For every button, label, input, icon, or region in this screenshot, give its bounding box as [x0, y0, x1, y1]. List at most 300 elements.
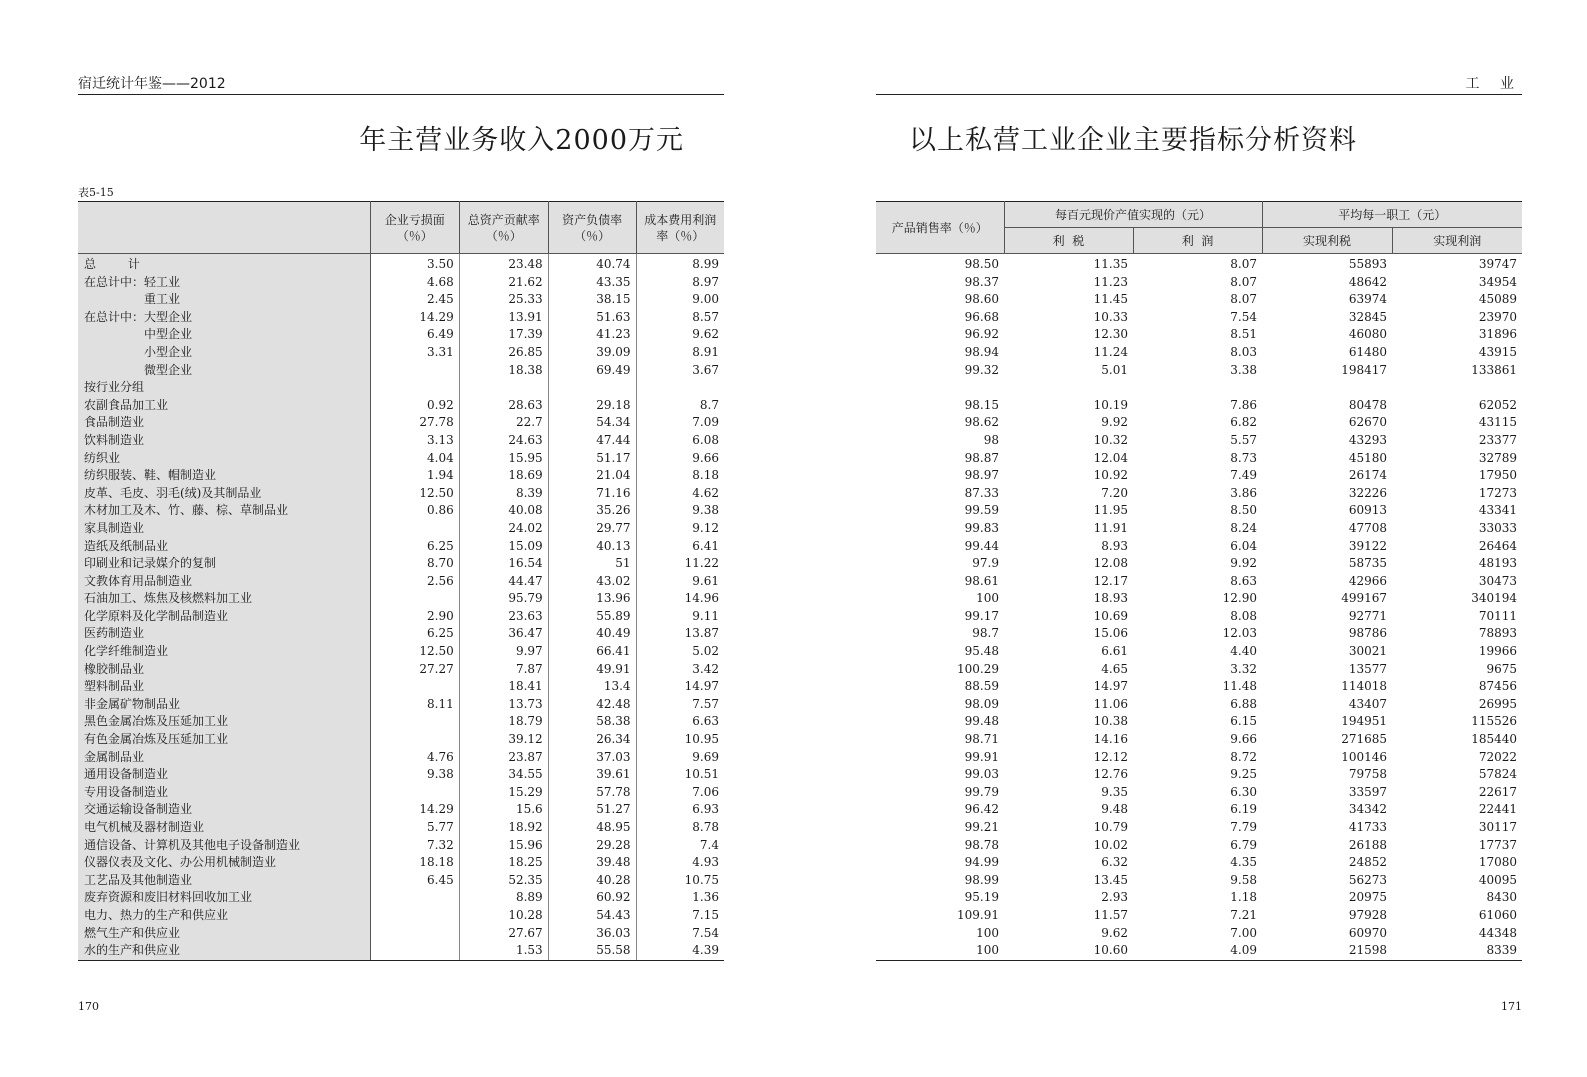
cell-value: 8430	[1486, 890, 1518, 905]
table-row	[876, 854, 1522, 872]
cell-value: 3.32	[1230, 661, 1258, 676]
table-row	[876, 291, 1522, 309]
table-row	[78, 590, 724, 608]
cell-value: 4.93	[692, 855, 719, 870]
cell-value: 98.61	[964, 573, 999, 588]
table-row	[78, 837, 724, 855]
cell-value: 62670	[1348, 415, 1388, 430]
cell-value: 24.63	[459, 432, 548, 450]
table-row	[78, 450, 724, 468]
cell-value: 10.32	[1093, 432, 1128, 447]
table-row	[876, 925, 1522, 943]
header-profit: 利 润	[1133, 228, 1262, 254]
table-row	[78, 520, 724, 538]
cell-value	[548, 379, 636, 397]
cell-value: 43115	[1478, 415, 1518, 430]
cell-value: 9.58	[1230, 872, 1258, 887]
cell-value: 17.39	[459, 326, 548, 344]
table-row	[78, 889, 724, 907]
cell-value: 25.33	[459, 291, 548, 309]
cell-value: 4.62	[692, 485, 719, 500]
cell-value: 8.08	[1230, 608, 1258, 623]
cell-value: 43407	[1348, 696, 1388, 711]
cell-value: 1.18	[1230, 890, 1258, 905]
cell-value: 94.99	[964, 855, 999, 870]
cell-value: 26995	[1478, 696, 1518, 711]
cell-value: 72022	[1478, 749, 1518, 764]
cell-value: 198417	[1341, 362, 1388, 377]
cell-value: 100	[876, 942, 1004, 960]
cell-value: 9.12	[692, 520, 719, 535]
cell-value: 13.96	[548, 590, 636, 608]
cell-value: 4.68	[370, 274, 459, 292]
cell-value: 48193	[1478, 556, 1518, 571]
cell-value: 8.70	[370, 555, 459, 573]
cell-value: 47.44	[548, 432, 636, 450]
cell-value: 26464	[1478, 538, 1518, 553]
cell-value: 1.94	[370, 467, 459, 485]
cell-value: 4.76	[370, 749, 459, 767]
cell-value: 99.48	[964, 714, 999, 729]
table-row	[78, 291, 724, 309]
cell-value: 30473	[1478, 573, 1518, 588]
cell-value: 114018	[1341, 679, 1388, 694]
cell-value: 40.49	[548, 625, 636, 643]
cell-value: 10.28	[459, 907, 548, 925]
cell-value: 97928	[1348, 907, 1388, 922]
cell-value: 9.38	[370, 766, 459, 784]
cell-value	[1133, 379, 1262, 397]
table-row	[78, 379, 724, 397]
cell-value: 11.24	[1093, 344, 1128, 359]
cell-value: 0.92	[370, 397, 459, 415]
cell-value: 499167	[1341, 591, 1388, 606]
table-row	[78, 414, 724, 432]
cell-value: 95.48	[964, 644, 999, 659]
cell-value: 18.41	[459, 678, 548, 696]
table-row	[78, 309, 724, 327]
cell-value: 96.68	[964, 309, 999, 324]
row-label: 橡胶制品业	[78, 661, 370, 679]
cell-value: 3.50	[370, 254, 459, 274]
row-label: 专用设备制造业	[78, 784, 370, 802]
cell-value: 5.01	[1101, 362, 1128, 377]
cell-value: 51	[548, 555, 636, 573]
cell-value: 23377	[1478, 432, 1518, 447]
cell-value: 8.07	[1230, 274, 1258, 289]
cell-value: 40.28	[548, 872, 636, 890]
table-row	[876, 749, 1522, 767]
cell-value: 6.82	[1230, 415, 1258, 430]
cell-value	[370, 520, 459, 538]
cell-value: 26188	[1348, 837, 1388, 852]
row-label: 微型企业	[78, 362, 370, 380]
cell-value: 40.13	[548, 538, 636, 556]
cell-value: 8.07	[1230, 257, 1258, 271]
table-row	[876, 713, 1522, 731]
cell-value: 100.29	[957, 661, 999, 676]
cell-value: 45180	[1348, 450, 1388, 465]
title-left-part: 年主营业务收入2000万元	[359, 125, 684, 156]
table-row	[876, 731, 1522, 749]
cell-value: 22441	[1478, 802, 1518, 817]
cell-value: 99.17	[964, 608, 999, 623]
cell-value	[370, 784, 459, 802]
cell-value: 95.79	[459, 590, 548, 608]
header-loss-ratio: 企业亏损面 （％）	[370, 202, 459, 254]
table-row	[876, 432, 1522, 450]
cell-value: 185440	[1471, 732, 1518, 747]
cell-value: 8.99	[692, 257, 719, 271]
cell-value: 58735	[1348, 556, 1388, 571]
cell-value: 57824	[1478, 767, 1518, 782]
table-row	[78, 696, 724, 714]
cell-value: 6.32	[1101, 855, 1128, 870]
left-page	[78, 0, 724, 1077]
cell-value: 43293	[1348, 432, 1388, 447]
cell-value: 5.02	[692, 644, 719, 659]
table-row	[876, 696, 1522, 714]
cell-value: 99.21	[964, 820, 999, 834]
cell-value: 44.47	[459, 573, 548, 591]
cell-value: 7.21	[1230, 907, 1258, 922]
cell-value	[1262, 379, 1392, 397]
row-label: 有色金属冶炼及压延加工业	[78, 731, 370, 749]
cell-value: 6.04	[1230, 538, 1258, 553]
cell-value: 69.49	[548, 362, 636, 380]
cell-value: 8.97	[692, 274, 719, 289]
cell-value: 10.92	[1093, 468, 1128, 483]
cell-value: 6.30	[1230, 784, 1258, 799]
cell-value: 43915	[1478, 344, 1518, 359]
cell-value: 9.11	[692, 608, 719, 623]
table-row	[876, 661, 1522, 679]
table-row	[876, 819, 1522, 837]
cell-value: 97.9	[972, 556, 999, 571]
table-row	[876, 907, 1522, 925]
cell-value: 4.40	[1230, 644, 1258, 659]
cell-value: 9.25	[1230, 767, 1258, 782]
cell-value: 7.32	[370, 837, 459, 855]
cell-value: 109.91	[957, 907, 999, 922]
cell-value: 71.16	[548, 485, 636, 503]
cell-value: 51.63	[548, 309, 636, 327]
cell-value: 6.25	[370, 538, 459, 556]
row-label: 在总计中：轻工业	[78, 274, 370, 292]
cell-value: 23.87	[459, 749, 548, 767]
cell-value: 11.95	[1093, 503, 1128, 518]
cell-value: 8.91	[692, 344, 719, 359]
table-row	[876, 326, 1522, 344]
cell-value: 2.93	[1101, 890, 1128, 905]
cell-value: 9.66	[692, 450, 719, 465]
cell-value: 8.18	[692, 468, 719, 483]
cell-value: 6.79	[1230, 837, 1258, 852]
row-label: 燃气生产和供应业	[78, 925, 370, 943]
table-row	[876, 837, 1522, 855]
cell-value: 36.03	[548, 925, 636, 943]
cell-value: 27.27	[370, 661, 459, 679]
cell-value: 15.29	[459, 784, 548, 802]
table-row	[876, 397, 1522, 415]
cell-value: 34954	[1478, 274, 1518, 289]
cell-value: 18.38	[459, 362, 548, 380]
row-label: 纺织服装、鞋、帽制造业	[78, 467, 370, 485]
row-label: 废弃资源和废旧材料回收加工业	[78, 889, 370, 907]
table-row	[876, 872, 1522, 890]
table-row	[78, 538, 724, 556]
cell-value: 8.57	[692, 309, 719, 324]
cell-value: 98786	[1348, 626, 1388, 641]
table-row	[78, 397, 724, 415]
table-row	[78, 432, 724, 450]
cell-value: 10.75	[684, 872, 719, 887]
table-row	[876, 450, 1522, 468]
cell-value: 18.69	[459, 467, 548, 485]
cell-value: 4.65	[1101, 661, 1128, 676]
cell-value: 96.42	[964, 802, 999, 817]
row-label: 非金属矿物制品业	[78, 696, 370, 714]
cell-value: 6.45	[370, 872, 459, 890]
table-row	[876, 467, 1522, 485]
cell-value: 11.22	[684, 556, 719, 571]
table-row	[876, 274, 1522, 292]
cell-value: 7.15	[692, 907, 719, 922]
cell-value: 10.60	[1004, 942, 1133, 960]
table-row	[876, 414, 1522, 432]
cell-value: 7.4	[699, 837, 719, 852]
cell-value: 6.49	[370, 326, 459, 344]
cell-value: 10.69	[1093, 608, 1128, 623]
cell-value: 62052	[1478, 397, 1518, 412]
cell-value: 5.57	[1230, 432, 1258, 447]
cell-value: 12.03	[1222, 626, 1258, 641]
cell-value: 9.97	[459, 643, 548, 661]
cell-value: 7.06	[692, 784, 719, 799]
cell-value: 34.55	[459, 766, 548, 784]
cell-value: 88.59	[964, 679, 999, 694]
cell-value: 14.97	[1093, 679, 1128, 694]
table-row	[876, 502, 1522, 520]
row-label: 家具制造业	[78, 520, 370, 538]
cell-value: 10.38	[1093, 714, 1128, 729]
table-row	[876, 344, 1522, 362]
cell-value: 8.51	[1230, 327, 1258, 342]
cell-value: 63974	[1348, 292, 1388, 307]
table-row	[78, 274, 724, 292]
cell-value: 41733	[1348, 820, 1388, 834]
row-label: 纺织业	[78, 450, 370, 468]
table-row	[78, 326, 724, 344]
row-label: 重工业	[78, 291, 370, 309]
cell-value: 39.61	[548, 766, 636, 784]
table-row	[78, 678, 724, 696]
cell-value: 99.03	[964, 767, 999, 782]
cell-value: 13577	[1348, 661, 1388, 676]
table-row	[876, 379, 1522, 397]
cell-value: 9675	[1486, 661, 1518, 676]
cell-value: 29.77	[548, 520, 636, 538]
cell-value: 2.56	[370, 573, 459, 591]
cell-value: 39747	[1478, 257, 1518, 271]
cell-value: 51.27	[548, 801, 636, 819]
cell-value: 13.4	[548, 678, 636, 696]
cell-value: 98.78	[964, 837, 999, 852]
cell-value: 17273	[1478, 485, 1518, 500]
cell-value: 17080	[1478, 855, 1518, 870]
table-row	[876, 942, 1522, 960]
cell-value: 45089	[1478, 292, 1518, 307]
header-debt-ratio: 资产负债率 （％）	[548, 202, 636, 254]
cell-value: 7.87	[459, 661, 548, 679]
cell-value: 98.94	[964, 344, 999, 359]
cell-value: 78893	[1478, 626, 1518, 641]
cell-value: 39.48	[548, 854, 636, 872]
cell-value: 7.57	[692, 696, 719, 711]
cell-value	[370, 713, 459, 731]
cell-value: 98.7	[972, 626, 999, 641]
cell-value: 1.36	[692, 890, 719, 905]
table-row	[78, 254, 724, 274]
cell-value: 43.35	[548, 274, 636, 292]
cell-value: 21.62	[459, 274, 548, 292]
cell-value: 26.85	[459, 344, 548, 362]
cell-value: 10.33	[1093, 309, 1128, 324]
table-row	[78, 502, 724, 520]
cell-value: 19966	[1478, 644, 1518, 659]
cell-value: 80478	[1348, 397, 1388, 412]
row-label: 石油加工、炼焦及核燃料加工业	[78, 590, 370, 608]
cell-value: 14.16	[1093, 732, 1128, 747]
cell-value: 98.97	[964, 468, 999, 483]
cell-value: 3.42	[692, 661, 719, 676]
row-label: 通用设备制造业	[78, 766, 370, 784]
cell-value	[370, 362, 459, 380]
cell-value: 18.18	[370, 854, 459, 872]
cell-value: 43.02	[548, 573, 636, 591]
cell-value: 6.63	[692, 714, 719, 729]
row-label: 化学纤维制造业	[78, 643, 370, 661]
row-label: 总 计	[78, 254, 370, 274]
cell-value	[370, 925, 459, 943]
row-label: 水的生产和供应业	[78, 942, 370, 960]
cell-value: 98.71	[964, 732, 999, 747]
row-label: 电力、热力的生产和供应业	[78, 907, 370, 925]
table-row	[876, 573, 1522, 591]
cell-value: 99.32	[964, 362, 999, 377]
cell-value: 10.51	[684, 767, 719, 782]
cell-value: 48.95	[548, 819, 636, 837]
cell-value: 15.09	[459, 538, 548, 556]
header-realized-profit-tax: 实现利税	[1262, 228, 1392, 254]
cell-value	[370, 731, 459, 749]
cell-value: 46080	[1348, 327, 1388, 342]
cell-value	[370, 889, 459, 907]
cell-value: 98.60	[964, 292, 999, 307]
cell-value: 51.17	[548, 450, 636, 468]
cell-value: 23.63	[459, 608, 548, 626]
cell-value: 2.45	[370, 291, 459, 309]
header-per-employee: 平均每一职工（元）	[1262, 202, 1522, 228]
table-row	[78, 942, 724, 960]
table-row	[876, 625, 1522, 643]
cell-value: 6.88	[1230, 696, 1258, 711]
row-label: 化学原料及化学制品制造业	[78, 608, 370, 626]
cell-value: 2.90	[370, 608, 459, 626]
cell-value: 3.67	[692, 362, 719, 377]
cell-value: 39.12	[459, 731, 548, 749]
cell-value: 32845	[1348, 309, 1388, 324]
cell-value: 1.53	[459, 942, 548, 960]
cell-value: 98.15	[964, 397, 999, 412]
cell-value: 12.30	[1093, 327, 1128, 342]
table-row	[78, 854, 724, 872]
cell-value: 7.00	[1230, 925, 1258, 940]
cell-value: 40.08	[459, 502, 548, 520]
cell-value: 31896	[1478, 327, 1518, 342]
cell-value: 12.50	[370, 643, 459, 661]
cell-value: 6.93	[692, 802, 719, 817]
table-row	[876, 520, 1522, 538]
cell-value: 98.99	[964, 872, 999, 887]
table-row	[78, 362, 724, 380]
cell-value: 17737	[1478, 837, 1518, 852]
cell-value: 100146	[1341, 749, 1388, 764]
cell-value: 57.78	[548, 784, 636, 802]
table-row	[78, 731, 724, 749]
cell-value: 12.50	[370, 485, 459, 503]
cell-value: 3.86	[1230, 485, 1258, 500]
cell-value: 7.20	[1101, 485, 1128, 500]
cell-value: 13.91	[459, 309, 548, 327]
cell-value: 42.48	[548, 696, 636, 714]
cell-value: 14.96	[684, 591, 719, 606]
table-row	[78, 749, 724, 767]
cell-value: 8.73	[1230, 450, 1258, 465]
cell-value: 3.13	[370, 432, 459, 450]
cell-value: 8.11	[370, 696, 459, 714]
row-label: 印刷业和记录媒介的复制	[78, 555, 370, 573]
cell-value: 49.91	[548, 661, 636, 679]
cell-value: 21.04	[548, 467, 636, 485]
cell-value: 27.67	[459, 925, 548, 943]
cell-value: 98.50	[964, 257, 999, 271]
cell-value	[876, 379, 1004, 397]
cell-value: 55893	[1348, 257, 1388, 271]
cell-value: 8.50	[1230, 503, 1258, 518]
cell-value: 8339	[1392, 942, 1522, 960]
cell-value: 8.93	[1101, 538, 1128, 553]
cell-value: 26.34	[548, 731, 636, 749]
cell-value: 37.03	[548, 749, 636, 767]
cell-value: 87.33	[964, 485, 999, 500]
table-row	[78, 713, 724, 731]
cell-value: 47708	[1348, 520, 1388, 535]
cell-value	[459, 379, 548, 397]
cell-value: 61060	[1478, 907, 1518, 922]
cell-value	[370, 942, 459, 960]
cell-value: 7.49	[1230, 468, 1258, 483]
cell-value: 18.93	[1093, 591, 1128, 606]
cell-value: 8.89	[459, 889, 548, 907]
cell-value: 8.7	[699, 397, 719, 412]
table-row	[876, 678, 1522, 696]
cell-value: 11.91	[1093, 520, 1128, 535]
cell-value	[1004, 379, 1133, 397]
cell-value: 60970	[1348, 925, 1388, 940]
header-asset-contribution: 总资产贡献率 （％）	[459, 202, 548, 254]
cell-value: 6.61	[1101, 644, 1128, 659]
